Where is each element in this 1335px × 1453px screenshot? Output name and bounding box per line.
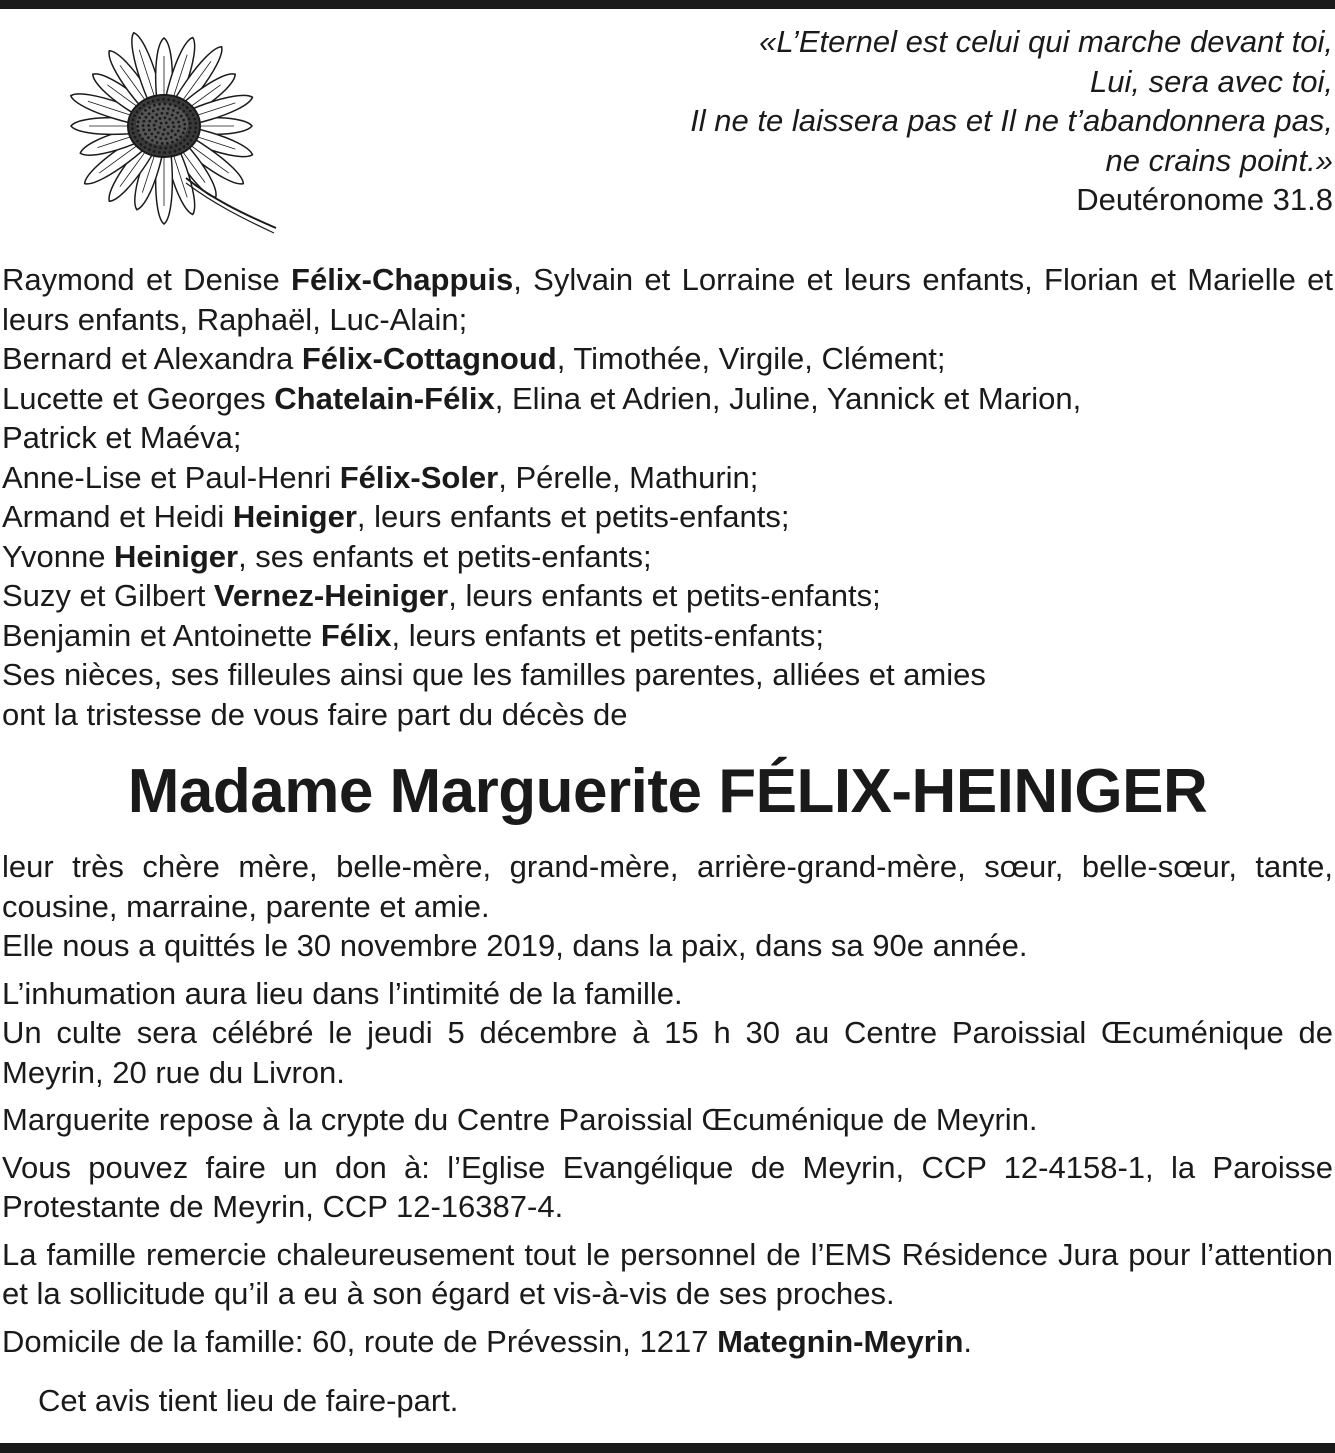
seed-dot [142,124,145,127]
seed-dot [182,103,185,106]
seed-dot [172,99,175,102]
seed-dot [167,98,170,101]
seed-dot [183,123,186,126]
seed-dot [145,141,148,144]
family-announcement [2,260,1333,734]
seed-dot [194,126,197,129]
seed-dot [154,128,157,131]
seed-dot [149,144,152,147]
seed-dot [136,140,139,143]
rest-place-text: Marguerite repose à la crypte du Centre Paroissial Œcuménique de Meyrin. [2,1102,1038,1137]
seed-dot [151,116,154,119]
verse-reference: Deutéronome 31.8 [1076,182,1333,217]
seed-dot [168,118,171,121]
seed-dot [162,107,165,110]
verse-line: Lui, sera avec toi, [1090,63,1333,99]
family-line: Benjamin et Antoinette Félix, leurs enfants et petits-enfants; [2,617,825,653]
seed-dot [171,114,174,117]
passing-text: Elle nous a quittés le 30 novembre 2019, dans la paix, dans sa 90e année. [2,928,1028,963]
seed-dot [132,119,135,122]
bottom-rule [0,1443,1335,1453]
seed-dot [189,110,192,113]
seed-dot [143,104,146,107]
seed-dot [182,131,185,134]
seed-dot [153,150,156,153]
seed-dot [182,110,185,113]
seed-dot [147,136,150,139]
family-line: Yvonne Heiniger, ses enfants et petits-enfants; [2,538,652,574]
seed-dot [155,113,158,116]
seed-dot [194,131,197,134]
seed-dot [183,139,186,142]
seed-dot [172,121,175,124]
seed-dot [176,138,179,141]
seed-dot [155,120,158,123]
seed-dot [186,106,189,109]
deceased-name: Madame Marguerite FÉLIX-HEINIGER [127,757,1208,826]
seed-dot [162,98,165,101]
seed-dot [147,101,150,104]
seed-dot [171,129,174,132]
seed-dot [171,141,174,144]
seed-dot [144,109,147,112]
seed-dot [164,116,167,119]
seed-dot [158,151,161,154]
seed-dot [165,121,168,124]
seed-dot [140,143,143,146]
seed-dot [169,103,172,106]
seed-dot [137,121,140,124]
family-surname: Félix [320,617,392,653]
seed-dot [161,142,164,145]
seed-dot [139,134,142,137]
seed-dot [153,124,156,127]
seed-dot [175,117,178,120]
family-line: ont la tristesse de vous faire part du décès de [2,696,628,732]
seed-dot [175,144,178,147]
seed-dot [131,127,134,130]
family-line: Anne-Lise et Paul-Henri Félix-Soler, Pérelle, Mathurin; [2,459,759,495]
verse-line: Il ne te laissera pas et Il ne t’abandonnera pas, [690,103,1333,138]
seed-dot [148,129,151,132]
seed-dot [163,103,166,106]
seed-dot [159,146,162,149]
seed-dot [154,145,157,148]
family-line: Armand et Heidi Heiniger, leurs enfants et petits-enfants; [2,499,790,534]
seed-dot [189,122,192,125]
seed-dot [192,135,195,138]
seed-dot [141,138,144,141]
seed-dot [142,129,145,132]
seed-dot [148,120,151,123]
family-line: Suzy et Gilbert Vernez-Heiniger, leurs enfants et petits-enfants; [2,578,881,613]
seed-dot [148,112,151,115]
seed-dot [178,148,181,151]
seed-dot [159,117,162,120]
seed-dot [154,136,157,139]
seed-dot [176,111,179,114]
seed-dot [148,106,151,109]
domicile-town: Mategnin-Meyrin [717,1323,964,1359]
seed-dot [178,107,181,110]
seed-dot [158,103,161,106]
seed-dot [167,108,170,111]
seed-dot [177,129,180,132]
seed-dot [179,142,182,145]
seed-dot [132,132,135,135]
seed-dot [170,146,173,149]
family-surname: Félix-Chappuis [291,262,514,297]
seed-dot [145,116,148,119]
seed-dot [157,131,160,134]
seed-dot [189,126,192,129]
seed-dot [183,145,186,148]
seed-dot [152,100,155,103]
family-surname: Heiniger [114,538,239,574]
family-line: Lucette et Georges Chatelain-Félix, Elina et Adrien, Juline, Yannick et Marion, [2,380,1082,416]
seed-dot [186,135,189,138]
seed-dot [160,112,163,115]
seed-dot [166,112,169,115]
seed-dot [174,150,177,153]
seed-dot [157,98,160,101]
seed-dot [152,110,155,113]
family-surname: Félix-Cottagnoud [301,341,557,376]
seed-dot [163,151,166,154]
seed-dot [159,137,162,140]
family-line: Patrick et Maéva; [2,420,242,455]
family-surname: Chatelain-Félix [274,380,495,416]
seed-dot [147,124,150,127]
seed-dot [170,136,173,139]
bible-verse [690,22,1333,220]
seed-dot [159,126,162,129]
verse-line: «L’Eternel est celui qui marche devant toi, [759,24,1333,59]
relation-text: leur très chère mère, belle-mère, grand-mère, arrière-grand-mère, sœur, belle-sœur, tante, cousine, marraine, parente et amie. [2,849,1333,924]
closing-note: Cet avis tient lieu de faire-part. [38,1383,459,1418]
seed-dot [144,133,147,136]
seed-dot [157,108,160,111]
announcement-details [2,847,1333,1361]
seed-dot [164,147,167,150]
seed-dot [148,148,151,151]
seed-dot [182,119,185,122]
seed-dot [178,125,181,128]
seed-dot [188,118,191,121]
verse-line: ne crains point.» [1105,142,1333,178]
seed-dot [142,120,145,123]
donation-text: Vous pouvez faire un don à: l’Eglise Evangélique de Meyrin, CCP 12-4158-1, la Paroisse Protestante de Meyrin, CCP 12-16387-4. [2,1149,1333,1224]
family-line: Bernard et Alexandra Félix-Cottagnoud, Timothée, Virgile, Clément; [2,341,946,376]
seed-dot [162,133,165,136]
top-rule [0,0,1335,9]
seed-dot [138,116,141,119]
seed-dot [163,128,166,131]
seed-dot [172,109,175,112]
family-surname: Vernez-Heiniger [213,578,449,613]
seed-dot [134,136,137,139]
seed-dot [174,133,177,136]
seed-dot [180,115,183,118]
seed-dot [179,135,182,138]
seed-dot [177,121,180,124]
seed-dot [151,139,154,142]
seed-dot [167,125,170,128]
seed-dot [185,114,188,117]
seed-dot [137,129,140,132]
thanks-text: La famille remercie chaleureusement tout le personnel de l’EMS Résidence Jura pour l’attention et la sollicitude qu’il a eu à son égard et vis-à-vis de ses proches. [2,1236,1333,1311]
seed-dot [139,107,142,110]
family-line: Raymond et Denise Félix-Chappuis, Sylvain et Lorraine et leurs enfants, Florian et Marielle et leurs enfants, Raphaël, Luc-Alain; [2,262,1333,337]
seed-dot [174,105,177,108]
seed-dot [193,118,196,121]
seed-dot [150,133,153,136]
seed-dot [165,137,168,140]
family-surname: Félix-Soler [339,459,499,495]
seed-dot [133,114,136,117]
seed-dot [168,151,171,154]
burial-text: L’inhumation aura lieu dans l’intimité de la famille. [2,975,683,1011]
family-line: Ses nièces, ses filleules ainsi que les familles parentes, alliées et amies [2,657,986,692]
seed-dot [190,139,193,142]
seed-dot [160,122,163,125]
seed-dot [167,132,170,135]
seed-dot [136,110,139,113]
seed-dot [183,127,186,130]
seed-dot [192,113,195,116]
seed-dot [186,142,189,145]
seed-dot [141,112,144,115]
seed-dot [188,131,191,134]
daisy-flower-icon [36,28,284,238]
seed-dot [172,125,175,128]
seed-dot [156,141,159,144]
domicile-text: Domicile de la famille: 60, route de Prévessin, 1217 Mategnin-Meyrin. [2,1323,973,1359]
seed-dot [166,142,169,145]
seed-dot [153,104,156,107]
seed-dot [177,101,180,104]
seed-dot [136,125,139,128]
service-text: Un culte sera célébré le jeudi 5 décembre à 15 h 30 au Centre Paroissial Œcuménique de Meyrin, 20 rue du Livron. [2,1015,1333,1090]
seed-dot [194,122,197,125]
family-surname: Heiniger [232,499,357,534]
seed-dot [143,146,146,149]
seed-dot [131,123,134,126]
